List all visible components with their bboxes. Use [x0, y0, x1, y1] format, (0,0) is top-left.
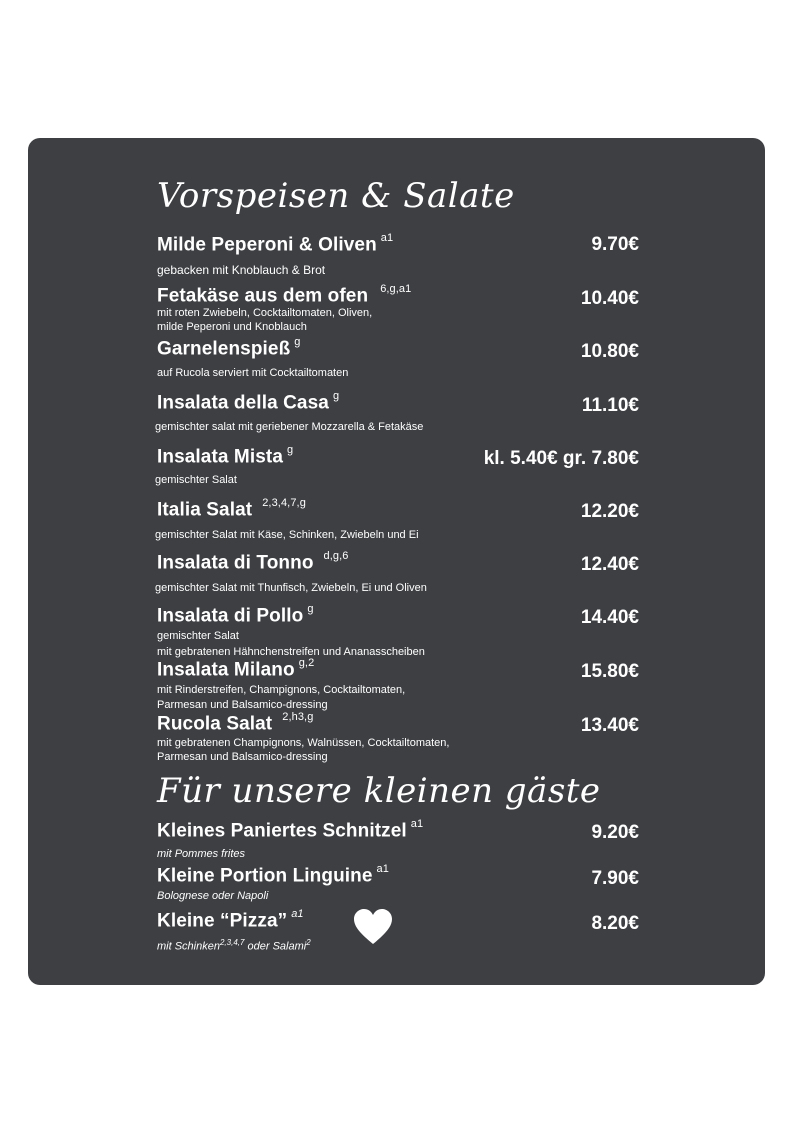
- allergen-codes: g: [307, 603, 314, 615]
- menu-item-desc: Parmesan und Balsamico-dressing: [157, 751, 328, 763]
- menu-item-name: Insalata della Casa $^g$: [157, 390, 340, 414]
- menu-item-desc: gebacken mit Knoblauch & Brot: [157, 263, 326, 277]
- allergen-codes: a1: [410, 818, 424, 830]
- menu-item-price: 12.40€: [580, 554, 639, 575]
- menu-board: [28, 138, 765, 985]
- menu-item-desc: Bolognese oder Napoli: [157, 890, 269, 902]
- menu-item-name: Insalata Milano $^{g,2}$: [157, 657, 315, 681]
- allergen-codes: g: [287, 444, 294, 456]
- menu-item-price: 9.20€: [591, 822, 639, 843]
- menu-item-desc: milde Peperoni und Knoblauch: [157, 321, 307, 333]
- section-title-kids: Für unsere kleinen gäste: [157, 771, 601, 811]
- menu-item-name: Kleine “Pizza” $^{a1}$: [157, 908, 304, 932]
- allergen-codes: g: [332, 390, 340, 402]
- menu-item-price: 7.90€: [591, 868, 639, 889]
- section-title-starters: Vorspeisen & Salate: [157, 176, 515, 216]
- menu-item-name: Garnelenspieß $^g$: [157, 336, 301, 360]
- menu-item-name: Rucola Salat $^{2,h3,g}$: [157, 711, 314, 735]
- menu-item-name: Kleines Paniertes Schnitzel $^{a1}$: [157, 818, 424, 842]
- menu-item-name: Kleine Portion Linguine $^{a1}$: [157, 863, 389, 887]
- allergen-codes: g: [294, 336, 301, 348]
- menu-item-desc: gemischter Salat mit Käse, Schinken, Zwiebeln und Ei: [155, 529, 419, 541]
- allergen-codes: a1: [291, 908, 304, 920]
- heart-icon: [353, 909, 393, 945]
- menu-item-price: 13.40€: [580, 715, 639, 736]
- menu-item-price: 9.70€: [591, 234, 639, 255]
- menu-item-price: 10.40€: [580, 288, 639, 309]
- menu-item-price: 12.20€: [580, 501, 639, 522]
- menu-item-name: Insalata di Tonno $^{d,g,6}$: [157, 550, 349, 574]
- menu-item-price: 8.20€: [591, 913, 639, 934]
- allergen-codes: g,2: [298, 657, 315, 669]
- menu-item-desc: gemischter Salat: [155, 474, 237, 486]
- menu-item-desc: mit Schinken$^{2,3,4,7}$ oder Salami$^2$: [157, 938, 311, 953]
- menu-item-desc: gemischter salat mit geriebener Mozzarella & Fetakäse: [155, 421, 424, 433]
- menu-item-price: 15.80€: [580, 661, 639, 682]
- menu-item-name: Insalata Mista $^g$: [157, 444, 294, 468]
- menu-item-price: kl. 5.40€ gr. 7.80€: [483, 448, 639, 469]
- allergen-codes: 6,g,a1: [380, 283, 412, 295]
- menu-item-desc: mit Rinderstreifen, Champignons, Cocktailtomaten,: [157, 684, 406, 696]
- menu-item-desc: mit gebratenen Hähnchenstreifen und Ananasscheiben: [157, 646, 425, 658]
- menu-item-desc: mit Pommes frites: [157, 848, 246, 860]
- allergen-codes: a1: [376, 863, 389, 875]
- menu-item-name: Fetakäse aus dem ofen $^{6,g,a1}$: [157, 283, 412, 307]
- menu-item-desc: gemischter Salat mit Thunfisch, Zwiebeln, Ei und Oliven: [155, 582, 427, 594]
- allergen-codes: d,g,6: [323, 550, 349, 562]
- menu-item-desc: auf Rucola serviert mit Cocktailtomaten: [157, 367, 349, 379]
- menu-item-desc: Parmesan und Balsamico-dressing: [157, 699, 328, 711]
- menu-item-name: Milde Peperoni & Oliven $^{a1}$: [157, 232, 394, 256]
- menu-item-price: 11.10€: [581, 395, 639, 416]
- menu-item-price: 10.80€: [580, 341, 639, 362]
- allergen-codes: 2,3,4,7,g: [262, 497, 306, 509]
- menu-item-desc: mit roten Zwiebeln, Cocktailtomaten, Oliven,: [157, 307, 373, 319]
- menu-item-name: Insalata di Pollo $^g$: [157, 603, 314, 627]
- allergen-codes: 2,h3,g: [282, 711, 314, 723]
- allergen-codes: a1: [380, 232, 394, 244]
- menu-item-price: 14.40€: [580, 607, 639, 628]
- menu-item-desc: mit gebratenen Champignons, Walnüssen, Cocktailtomaten,: [157, 737, 450, 749]
- menu-item-name: Italia Salat $^{2,3,4,7,g}$: [157, 497, 306, 521]
- menu-item-desc: gemischter Salat: [157, 630, 239, 642]
